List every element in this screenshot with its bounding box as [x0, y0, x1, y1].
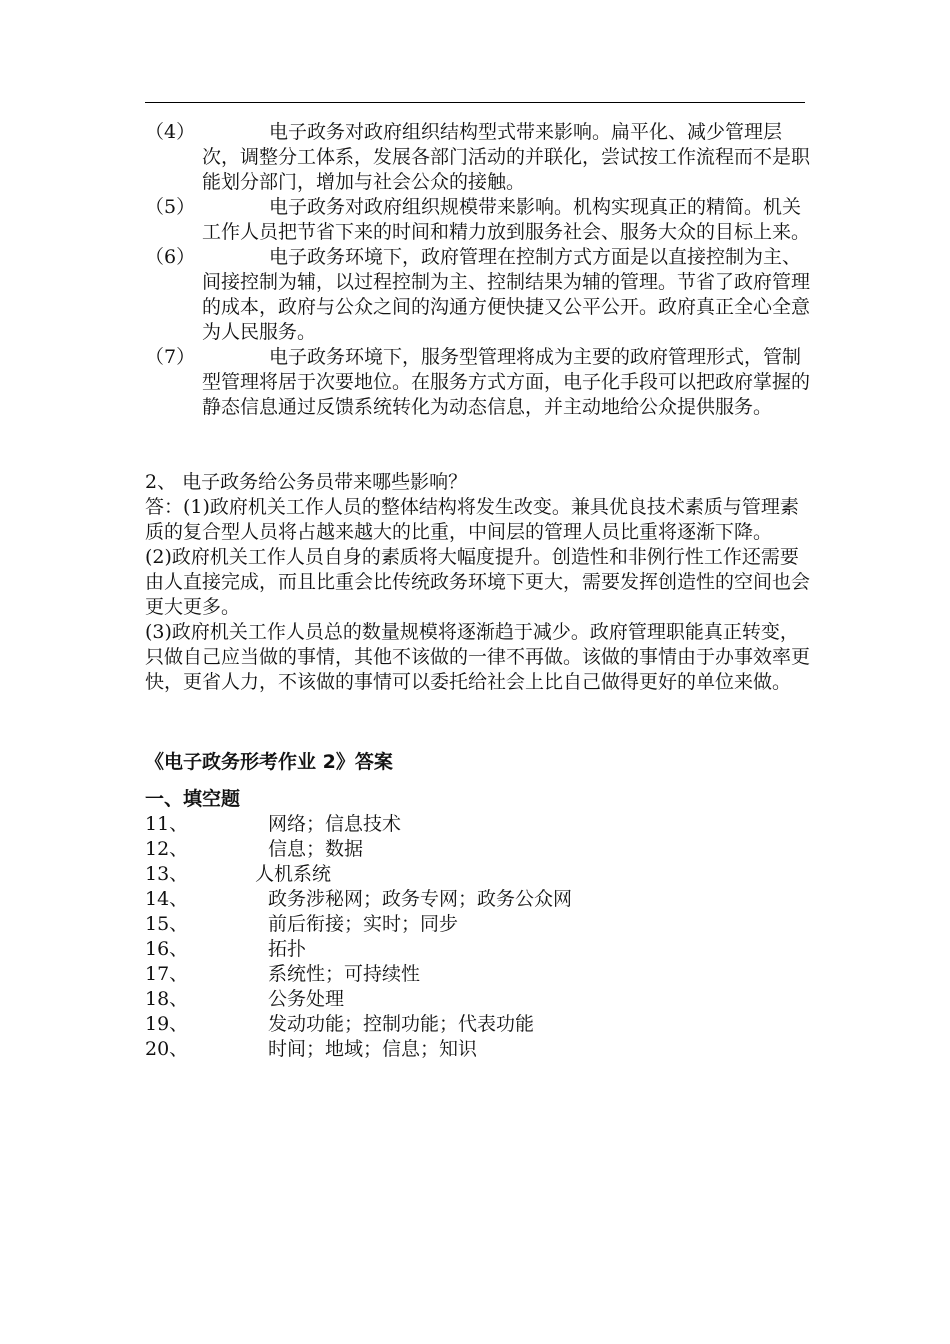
answer-text: 政务涉秘网；政务专网；政务公众网	[268, 888, 573, 910]
answer-row	[145, 912, 815, 937]
list-item	[145, 345, 815, 420]
answer-number: 17、	[145, 963, 189, 985]
answer-text: 系统性；可持续性	[268, 963, 421, 985]
item-text: 电子政务对政府组织结构型式带来影响。扁平化、减少管理层次，调整分工体系，发展各部门活动的并联化，尝试按工作流程而不是职能划分部门，增加与社会公众的接触。	[202, 121, 811, 193]
homework-title: 《电子政务形考作业 2》答案	[145, 751, 393, 773]
item-text: 电子政务对政府组织规模带来影响。机构实现真正的精简。机关工作人员把节省下来的时间和精力放到服务社会、服务大众的目标上来。	[202, 196, 811, 243]
answer-number: 20、	[145, 1038, 189, 1060]
answer-number: 12、	[145, 838, 189, 860]
item-number: （6）	[145, 246, 196, 268]
item-number: （4）	[145, 121, 196, 143]
item-number: （5）	[145, 196, 196, 218]
answer-number: 11、	[145, 813, 189, 835]
list-item	[145, 120, 815, 195]
answer-row	[145, 937, 815, 962]
answer-row	[145, 862, 815, 887]
answer-text: 信息；数据	[268, 838, 364, 860]
answer-text: 公务处理	[268, 988, 345, 1010]
answer-number: 19、	[145, 1013, 189, 1035]
item-number: （7）	[145, 346, 196, 368]
list-item	[145, 245, 815, 345]
answer-row	[145, 962, 815, 987]
section-title: 一、填空题	[145, 788, 241, 810]
answer-paragraph: (2)政府机关工作人员自身的素质将大幅度提升。创造性和非例行性工作还需要由人直接完成，而且比重会比传统政务环境下更大，需要发挥创造性的空间也会更大更多。	[145, 546, 811, 618]
answer-text: 时间；地域；信息；知识	[268, 1038, 478, 1060]
answer-number: 18、	[145, 988, 189, 1010]
answer-text: 拓扑	[268, 938, 307, 960]
answer-number: 14、	[145, 888, 189, 910]
answer-text: 网络；信息技术	[268, 813, 402, 835]
answer-paragraph: 答：(1)政府机关工作人员的整体结构将发生改变。兼具优良技术素质与管理素质的复合型人员将占越来越大的比重，中间层的管理人员比重将逐渐下降。	[145, 496, 799, 543]
answer-row	[145, 987, 815, 1012]
answer-number: 16、	[145, 938, 189, 960]
answer-row	[145, 1037, 815, 1062]
answer-paragraph: (3)政府机关工作人员总的数量规模将逐渐趋于减少。政府管理职能真正转变，只做自己应当做的事情，其他不该做的一律不再做。该做的事情由于办事效率更快，更省人力，不该做的事情可以委托给社会上比自己做得更好的单位来做。	[145, 621, 811, 693]
header-rule	[145, 102, 805, 103]
answer-row	[145, 1012, 815, 1037]
item-text: 电子政务环境下，服务型管理将成为主要的政府管理形式，管制型管理将居于次要地位。在服务方式方面，电子化手段可以把政府掌握的静态信息通过反馈系统转化为动态信息，并主动地给公众提供服务。	[202, 346, 811, 418]
answer-text: 人机系统	[255, 863, 332, 885]
answer-text: 前后衔接；实时；同步	[268, 913, 459, 935]
question-title: 2、 电子政务给公务员带来哪些影响？	[145, 471, 468, 493]
answer-number: 15、	[145, 913, 189, 935]
list-item	[145, 195, 815, 245]
answer-text: 发动功能；控制功能；代表功能	[268, 1013, 535, 1035]
item-text: 电子政务环境下，政府管理在控制方式方面是以直接控制为主、间接控制为辅，以过程控制为主、控制结果为辅的管理。节省了政府管理的成本，政府与公众之间的沟通方便快捷又公平公开。政府真正全心全意为人民服务。	[202, 246, 811, 343]
answer-number: 13、	[145, 863, 189, 885]
answer-row	[145, 812, 815, 837]
document-body	[145, 120, 815, 1062]
answer-row	[145, 887, 815, 912]
answer-row	[145, 837, 815, 862]
